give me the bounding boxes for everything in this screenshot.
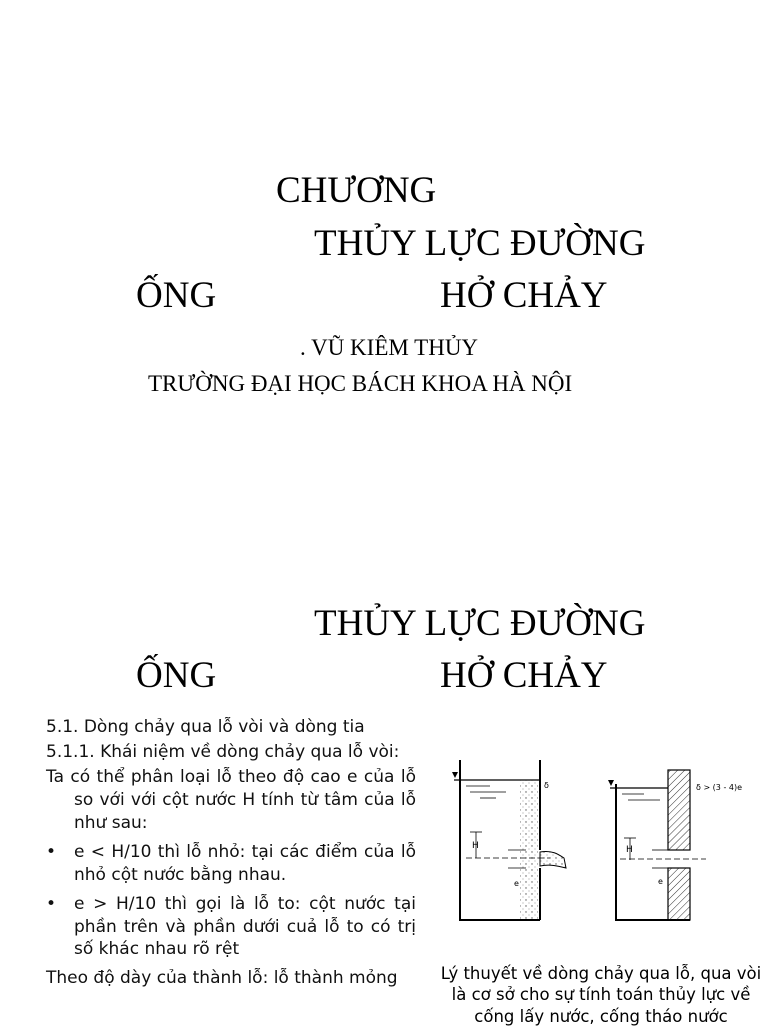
- slide2-title-line2-left: ỐNG: [136, 655, 217, 696]
- slide1-title-line3-right: HỞ CHẢY: [440, 275, 608, 316]
- intro-paragraph: Ta có thể phân loại lỗ theo độ cao e của lỗ so với với cột nước H tính từ tâm của lỗ như sau:: [46, 766, 416, 833]
- slide2-title-line1: THỦY LỰC ĐƯỜNG: [314, 603, 646, 644]
- section-heading-5-1: 5.1. Dòng chảy qua lỗ vòi và dòng tia: [46, 717, 365, 737]
- delta-label-left: δ: [544, 781, 549, 790]
- e-label-left: e: [514, 879, 519, 888]
- figure-caption: Lý thuyết về dòng chảy qua lỗ, qua vòi là cơ sở cho sự tính toán thủy lực về cống lấy nước, cống tháo nước: [440, 964, 762, 1026]
- slide1-author: . VŨ KIÊM THỦY: [300, 335, 479, 360]
- orifice-diagram: [440, 760, 760, 930]
- bullet-text: e < H/10 thì lỗ nhỏ: tại các điểm của lỗ nhỏ cột nước bằng nhau.: [74, 841, 416, 885]
- last-paragraph: Theo độ dày của thành lỗ: lỗ thành mỏng: [46, 968, 398, 989]
- slide1-institution: TRƯỜNG ĐẠI HỌC BÁCH KHOA HÀ NỘI: [148, 371, 573, 396]
- bullet-icon: •: [46, 893, 57, 914]
- thick-wall-tank: [608, 770, 742, 920]
- list-item: [46, 893, 416, 962]
- list-item: [46, 841, 416, 887]
- slide1-title-line2: THỦY LỰC ĐƯỜNG: [314, 223, 646, 264]
- H-label: H: [472, 841, 479, 851]
- bullet-text: e > H/10 thì gọi là lỗ to: cột nước tại phần trên và phần dưới cuả lỗ to có trị số khác nhau rõ rệt: [74, 893, 416, 960]
- slide2-title-line2-right: HỞ CHẢY: [440, 655, 608, 696]
- slide2-body: [46, 716, 416, 996]
- bullet-icon: •: [46, 841, 57, 862]
- delta-condition-label: δ > (3 - 4)e: [696, 783, 742, 792]
- slide1-title-line1: CHƯƠNG: [276, 170, 437, 211]
- H-label-right: H: [626, 845, 633, 855]
- section-heading-5-1-1: 5.1.1. Khái niệm về dòng chảy qua lỗ vòi:: [46, 741, 400, 762]
- thin-wall-tank: [452, 760, 566, 920]
- slide1-title-line3-left: ỐNG: [136, 275, 217, 316]
- e-label-right: e: [658, 877, 663, 886]
